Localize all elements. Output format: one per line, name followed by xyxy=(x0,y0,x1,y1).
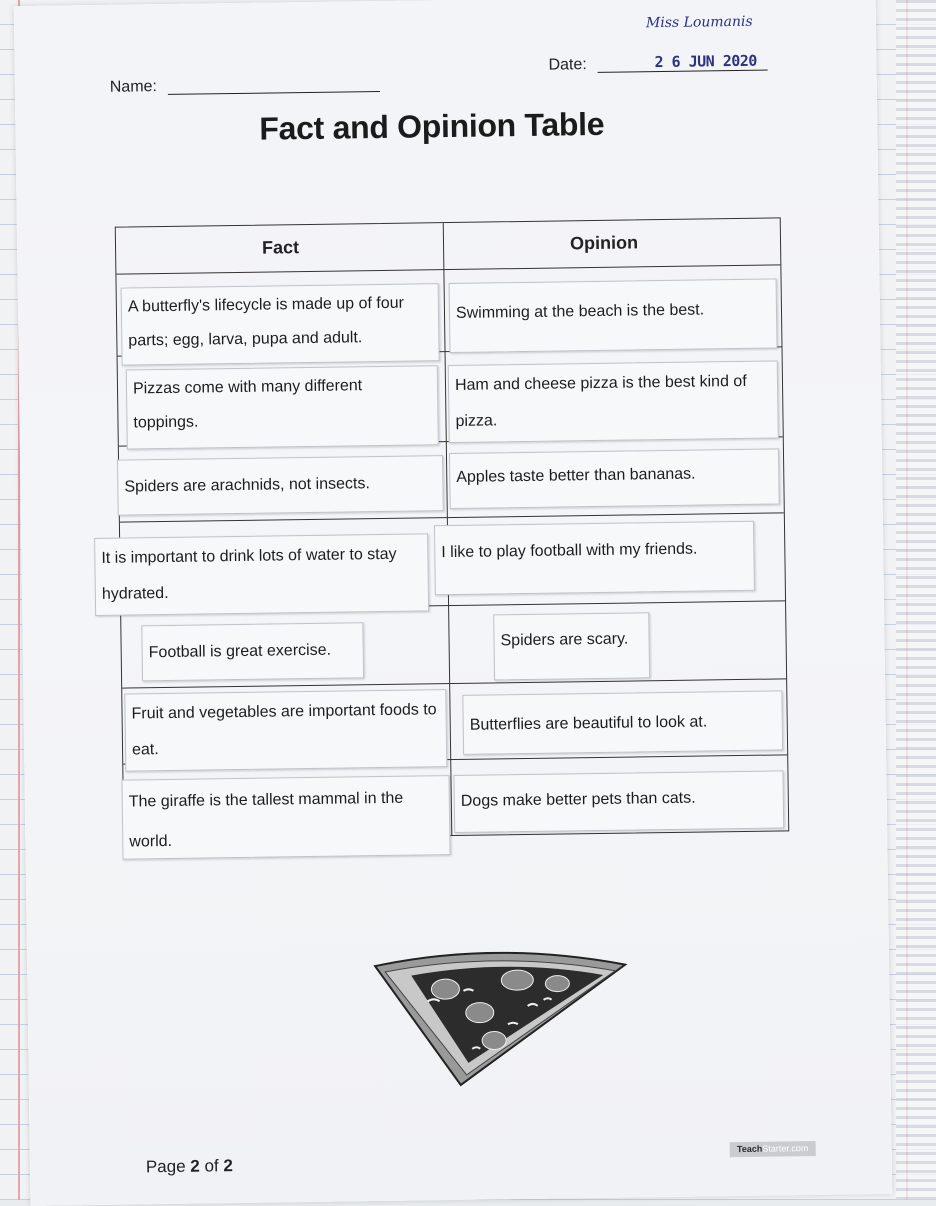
name-label: Name: xyxy=(109,78,158,96)
name-blank-line xyxy=(168,91,380,95)
page-number xyxy=(146,1156,233,1177)
fact-opinion-table xyxy=(101,217,790,851)
teacher-signature: Miss Loumanis xyxy=(645,13,753,32)
fact-strip xyxy=(117,455,444,516)
opinion-strip xyxy=(462,690,783,754)
opinion-strip xyxy=(449,278,778,353)
opinion-strip xyxy=(449,448,780,509)
opinion-text: Dogs make better pets than cats. xyxy=(460,789,696,810)
opinion-strip xyxy=(493,612,650,680)
fact-strip xyxy=(121,283,440,365)
fact-strip xyxy=(124,689,447,771)
page-prefix: Page xyxy=(145,1156,186,1177)
opinion-text: Spiders are scary. xyxy=(500,630,629,650)
table-row-divider xyxy=(116,264,780,274)
opinion-text: I like to play football with my friends. xyxy=(441,540,698,562)
fact-text: The giraffe is the tallest mammal in the world. xyxy=(128,789,404,851)
date-stamp: 2 6 JUN 2020 xyxy=(654,51,758,72)
fact-strip xyxy=(141,622,364,681)
page-current: 2 xyxy=(190,1156,200,1176)
opinion-text: Ham and cheese pizza is the best kind of pizza. xyxy=(454,372,747,430)
opinion-text: Apples taste better than bananas. xyxy=(456,465,696,486)
opinion-column-header: Opinion xyxy=(569,232,639,254)
notebook-spiral-edge xyxy=(896,0,936,1200)
opinion-strip xyxy=(434,521,755,595)
fact-text: Spiders are arachnids, not insects. xyxy=(124,475,370,496)
fact-text: A butterfly's lifecycle is made up of four parts; egg, larva, pupa and adult. xyxy=(127,294,405,350)
fact-strip xyxy=(94,533,429,616)
fact-text: Pizzas come with many different toppings. xyxy=(132,377,363,432)
fact-strip xyxy=(126,365,439,449)
pizza-slice-illustration xyxy=(367,942,639,1096)
opinion-strip xyxy=(453,770,784,833)
fact-text: Fruit and vegetables are important foods to eat. xyxy=(131,701,437,759)
fact-column-header: Fact xyxy=(261,237,300,258)
fact-text: Football is great exercise. xyxy=(148,641,332,662)
worksheet-title: Fact and Opinion Table xyxy=(259,105,605,147)
opinion-strip xyxy=(448,360,779,443)
opinion-text: Butterflies are beautiful to look at. xyxy=(469,713,708,734)
worksheet-page xyxy=(14,0,893,1206)
opinion-text: Swimming at the beach is the best. xyxy=(455,301,705,322)
brand-rest: Starter.com xyxy=(762,1143,809,1154)
page-total: 2 xyxy=(223,1156,234,1176)
fact-strip xyxy=(121,775,450,860)
brand-teach: Teach xyxy=(736,1143,763,1155)
date-label: Date: xyxy=(548,56,587,74)
page-of: of xyxy=(204,1156,219,1176)
fact-text: It is important to drink lots of water to stay hydrated. xyxy=(101,545,397,603)
brand-logo xyxy=(730,1141,816,1157)
